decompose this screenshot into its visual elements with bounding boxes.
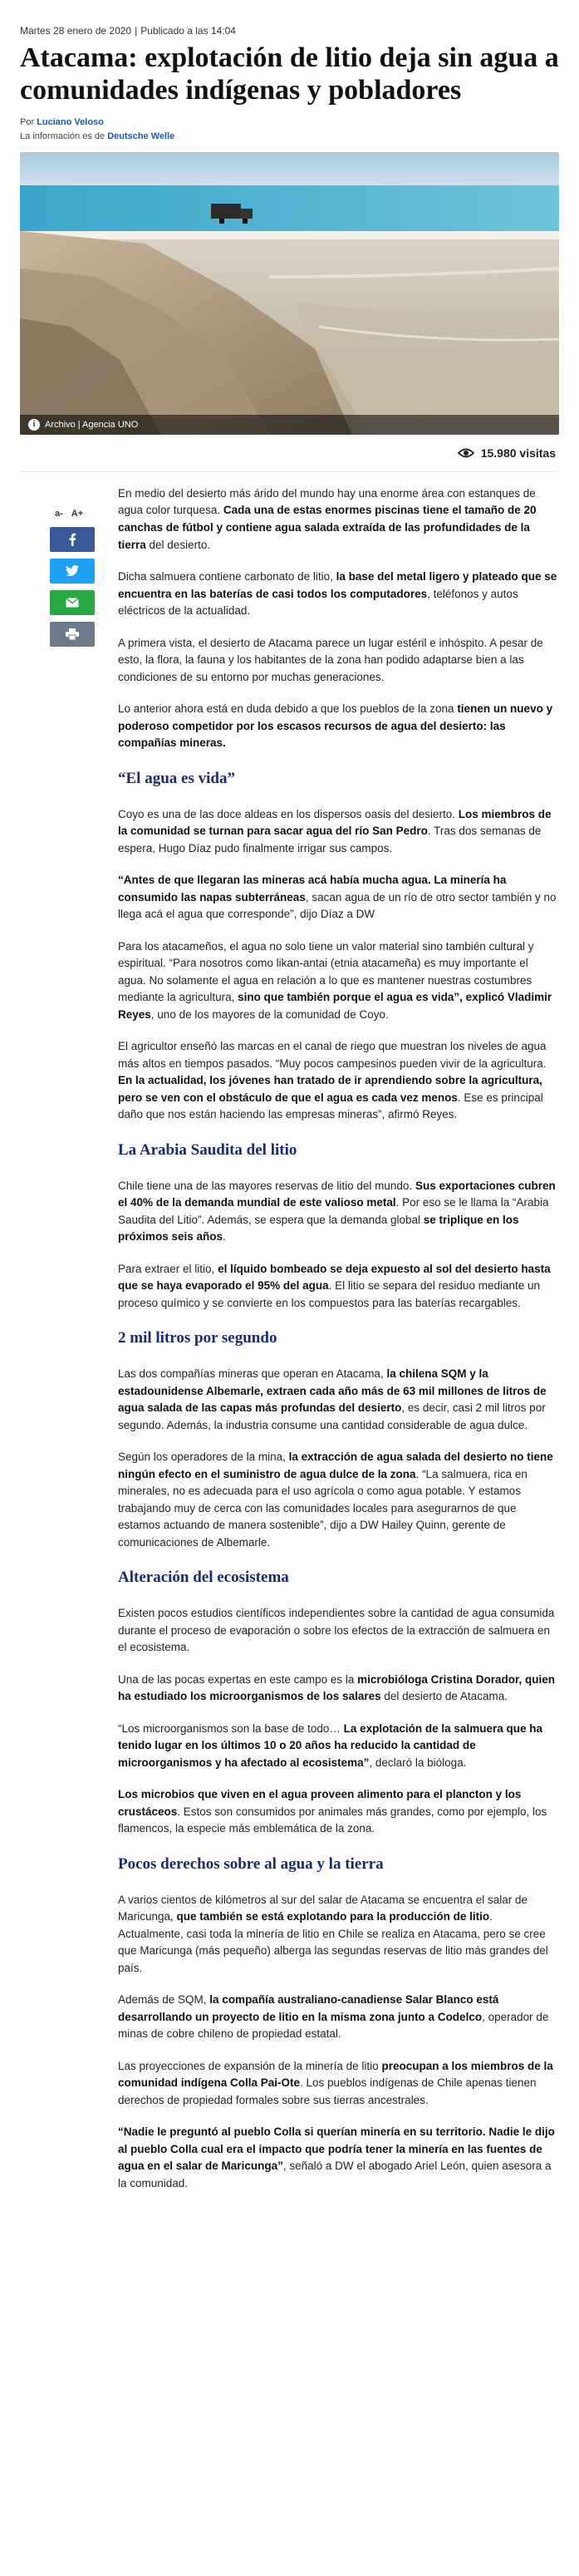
text-run: , declaró la bióloga.	[369, 1756, 467, 1769]
paragraph	[118, 2124, 558, 2192]
text-run: Las dos compañías mineras que operan en Atacama,	[118, 1367, 387, 1381]
print-button[interactable]	[50, 622, 95, 647]
image-caption	[20, 415, 559, 435]
section-heading: La Arabia Saudita del litio	[118, 1140, 297, 1159]
emphasis-text: el líquido bombeado se deja expuesto al sol del desierto hasta que se haya evaporado el 95% del agua	[118, 1262, 551, 1293]
emphasis-text: se triplique en los próximos seis años	[118, 1213, 519, 1244]
paragraph	[118, 701, 558, 752]
text-run: A primera vista, el desierto de Atacama parece un lugar estéril e inhóspito. A pesar de esto, la flora, la fauna y los habitantes de la zona han podido adaptarse bien a las condiciones de su entorno por muchas generaciones.	[118, 636, 543, 683]
caption-text: Archivo | Agencia UNO	[45, 419, 139, 430]
text-run: . Estos son consumidos por animales más grandes, como por ejemplo, los flamencos, la especie más emblemática de la zona.	[118, 1805, 547, 1835]
text-run: En medio del desierto más árido del mundo hay una enorme área con estanques de agua color turquesa.	[118, 486, 536, 517]
paragraph	[118, 806, 558, 858]
text-run: . Por eso se le llama la “Arabia Saudita del Litio”. Además, se espera que la demanda global	[118, 1196, 549, 1226]
publish-time: Publicado a las 14:04	[140, 25, 236, 37]
emphasis-text: microbióloga Cristina Dorador, quien ha estudiado los microorganismos de los salares	[118, 1672, 555, 1703]
paragraph	[118, 485, 558, 554]
text-run: , uno de los mayores de la comunidad de Coyo.	[150, 1007, 389, 1021]
text-run: , es decir, casi 2 mil litros por segundo. Además, la industria consume una cantidad considerable de agua dulce.	[118, 1401, 546, 1431]
emphasis-text: “Antes de que llegaran las mineras acá había mucha agua. La minería ha consumido las napas subterráneas	[118, 874, 507, 904]
paragraph	[118, 1605, 558, 1657]
emphasis-text: preocupan a los miembros de la comunidad indígena Colla Pai-Ote	[118, 2059, 553, 2090]
text-run: , sacan agua de un río de otro sector también y no llega acá el agua que corresponde”, dijo Díaz a DW	[118, 890, 557, 921]
text-run: Chile tiene una de las mayores reservas de litio del mundo.	[118, 1179, 415, 1192]
text-run: Las proyecciones de expansión de la minería de litio	[118, 2059, 382, 2072]
paragraph	[118, 938, 558, 1024]
emphasis-text: sino que también porque el agua es vida”, explicó Vladimir Reyes	[118, 991, 552, 1021]
text-run: , señaló a DW el abogado Ariel León, quien asesora a la comunidad.	[118, 2160, 552, 2189]
paragraph	[118, 1261, 558, 1313]
share-toolbar	[20, 485, 118, 2208]
emphasis-text: Los microbios que viven en el agua proveen alimento para el plancton y los crustáceos	[118, 1788, 522, 1818]
text-run: Además de SQM,	[118, 1993, 210, 2007]
source-prefix: La información es de	[20, 131, 105, 141]
source-line	[20, 130, 559, 144]
text-run: del desierto.	[145, 538, 211, 551]
paragraph	[118, 1038, 558, 1124]
email-share-button[interactable]	[50, 590, 95, 615]
text-run: . Ese es principal daño que nos están haciendo las empresas mineras”, afirmó Reyes.	[118, 1091, 543, 1121]
paragraph	[118, 569, 558, 620]
text-run: A varios cientos de kilómetros al sur del salar de Atacama se encuentra el salar de Maricunga,	[118, 1893, 528, 1923]
hero-image	[20, 152, 559, 435]
paragraph	[118, 872, 558, 924]
text-run: Para los atacameños, el agua no solo tiene un valor material sino también cultural y espiritual. “Para nosotros como likan-antai (etnia atacameña) es muy importante el agua. No solamente el agua en relación a lo que es mantener nuestras costumbres mediante la agricultura,	[118, 939, 534, 1004]
text-run: Existen pocos estudios científicos independientes sobre la cantidad de agua consumida durante el proceso de evaporación o sobre los efectos de la extracción de salmuera en el ecosistema.	[118, 1607, 555, 1654]
author-link[interactable]: Luciano Veloso	[37, 116, 104, 127]
text-run: . Tras dos semanas de espera, Hugo Díaz pudo finalmente irrigar sus campos.	[118, 825, 542, 855]
text-run: Según los operadores de la mina,	[118, 1451, 289, 1464]
article-content	[118, 485, 558, 2208]
text-run: . “La salmuera, rica en minerales, no es adecuada para el uso agrícola o como agua potable. Y estamos trabajando muy de cerca con las comunidades locales para asegurarnos de que estamos actuando de manera sostenible”, dijo a DW Hailey Quinn, gerente de comunicaciones de Albemarle.	[118, 1467, 527, 1549]
emphasis-text: En la actualidad, los jóvenes han tratado de ir aprendiendo sobre la agricultura, pero se ven con el obstáculo de que el agua es cada vez menos	[118, 1074, 542, 1104]
paragraph	[118, 1892, 558, 1978]
text-run: . El litio se separa del residuo mediante un proceso químico y se convierte en los compuestos para las baterías recargables.	[118, 1279, 541, 1309]
text-run: . Actualmente, casi toda la minería de litio en Chile se realiza en Atacama, pero se cree que Maricunga (más pequeño) alberga las segundas reservas de litio más grandes del país.	[118, 1910, 548, 1974]
font-increase-button[interactable]: A+	[71, 508, 84, 519]
font-size-controls	[50, 509, 118, 519]
facebook-share-button[interactable]	[50, 527, 95, 552]
text-run: El agricultor enseñó las marcas en el canal de riego que muestran los niveles de agua más altos en tiempos pasados. “Muy pocos campesinos pueden vivir de la agricultura.	[118, 1040, 547, 1070]
text-run: Para extraer el litio,	[118, 1262, 218, 1275]
section-heading: Pocos derechos sobre al agua y la tierra	[118, 1854, 384, 1873]
text-run: . Los pueblos indígenas de Chile apenas tienen derechos de propiedad formales sobre sus tierras ancestrales.	[118, 2076, 537, 2106]
source-link[interactable]: Deutsche Welle	[107, 131, 175, 141]
eye-icon	[458, 447, 474, 459]
section-heading: 2 mil litros por segundo	[118, 1329, 277, 1347]
emphasis-text: Cada una de estas enormes piscinas tiene el tamaño de 20 canchas de fútbol y contiene agua salada extraída de las profundidades de la tierra	[118, 504, 537, 551]
info-icon[interactable]: i	[28, 419, 40, 431]
text-run: Una de las pocas expertas en este campo es la	[118, 1672, 358, 1686]
paragraph	[118, 1672, 558, 1706]
article-body-wrap	[20, 485, 559, 2208]
emphasis-text: tienen un nuevo y poderoso competidor por los escasos recursos de agua del desierto: las compañías mineras.	[118, 702, 553, 750]
section-heading: “El agua es vida”	[118, 769, 235, 787]
paragraph	[118, 635, 558, 687]
visit-counter	[20, 435, 559, 472]
dateline-separator: |	[135, 25, 138, 37]
byline	[20, 116, 559, 130]
emphasis-text: Los miembros de la comunidad se turnan para sacar agua del río San Pedro	[118, 807, 552, 838]
emphasis-text: La explotación de la salmuera que ha tenido lugar en los últimos 10 o 20 años ha reducido la cantidad de microorganismos y ha afectado al ecosistema”	[118, 1721, 542, 1769]
publish-date: Martes 28 enero de 2020	[20, 25, 132, 37]
dateline	[20, 25, 559, 37]
author-prefix: Por	[20, 116, 35, 127]
text-run: .	[223, 1230, 226, 1244]
paragraph	[118, 1366, 558, 1434]
emphasis-text: que también se está explotando para la producción de litio	[176, 1910, 490, 1923]
emphasis-text: la compañía australiano-canadiense Salar Blanco está desarrollando un proyecto de litio en la misma zona junto a Codelco	[118, 1993, 499, 2023]
text-run: “Los microorganismos son la base de todo…	[118, 1721, 344, 1735]
paragraph	[118, 1992, 558, 2043]
emphasis-text: “Nadie le preguntó al pueblo Colla si querían minería en su territorio. Nadie le dijo al pueblo Colla cual era el impacto que podría tener la minería en las fuentes de agua en el salar de Maricunga”	[118, 2125, 555, 2173]
text-run: del desierto de Atacama.	[380, 1690, 508, 1703]
text-run: Coyo es una de las doce aldeas en los dispersos oasis del desierto.	[118, 807, 459, 820]
lithium-ponds-photo	[20, 152, 559, 435]
article-title: Atacama: explotación de litio deja sin agua a comunidades indígenas y pobladores	[20, 42, 559, 106]
email-icon	[66, 598, 79, 608]
facebook-icon	[68, 533, 76, 546]
font-decrease-button[interactable]: a-	[55, 508, 63, 519]
emphasis-text: la extracción de agua salada del desierto no tiene ningún efecto en el suministro de agua dulce de la zona	[118, 1451, 553, 1480]
visit-count: 15.980 visitas	[480, 446, 556, 460]
twitter-share-button[interactable]	[50, 559, 95, 584]
section-heading: Alteración del ecosistema	[118, 1569, 289, 1587]
paragraph	[118, 1786, 558, 1838]
emphasis-text: Sus exportaciones cubren el 40% de la demanda mundial de este valioso metal	[118, 1179, 556, 1209]
paragraph	[118, 1449, 558, 1551]
paragraph	[118, 1721, 558, 1772]
paragraph	[118, 1178, 558, 1246]
text-run: , operador de minas de cobre chileno de propiedad estatal.	[118, 2010, 549, 2041]
emphasis-text: la base del metal ligero y plateado que se encuentra en las baterías de casi todos los computadores	[118, 570, 557, 600]
twitter-icon	[66, 565, 79, 576]
text-run: , teléfonos y autos eléctricos de la actualidad.	[118, 587, 518, 618]
emphasis-text: la chilena SQM y la estadounidense Albemarle, extraen cada año más de 63 mil millones de litros de agua salada de las capas más profundas del desierto	[118, 1367, 547, 1415]
text-run: Lo anterior ahora está en duda debido a que los pueblos de la zona	[118, 702, 458, 716]
text-run: Dicha salmuera contiene carbonato de litio,	[118, 570, 336, 584]
print-icon	[66, 628, 79, 640]
paragraph	[118, 2058, 558, 2110]
